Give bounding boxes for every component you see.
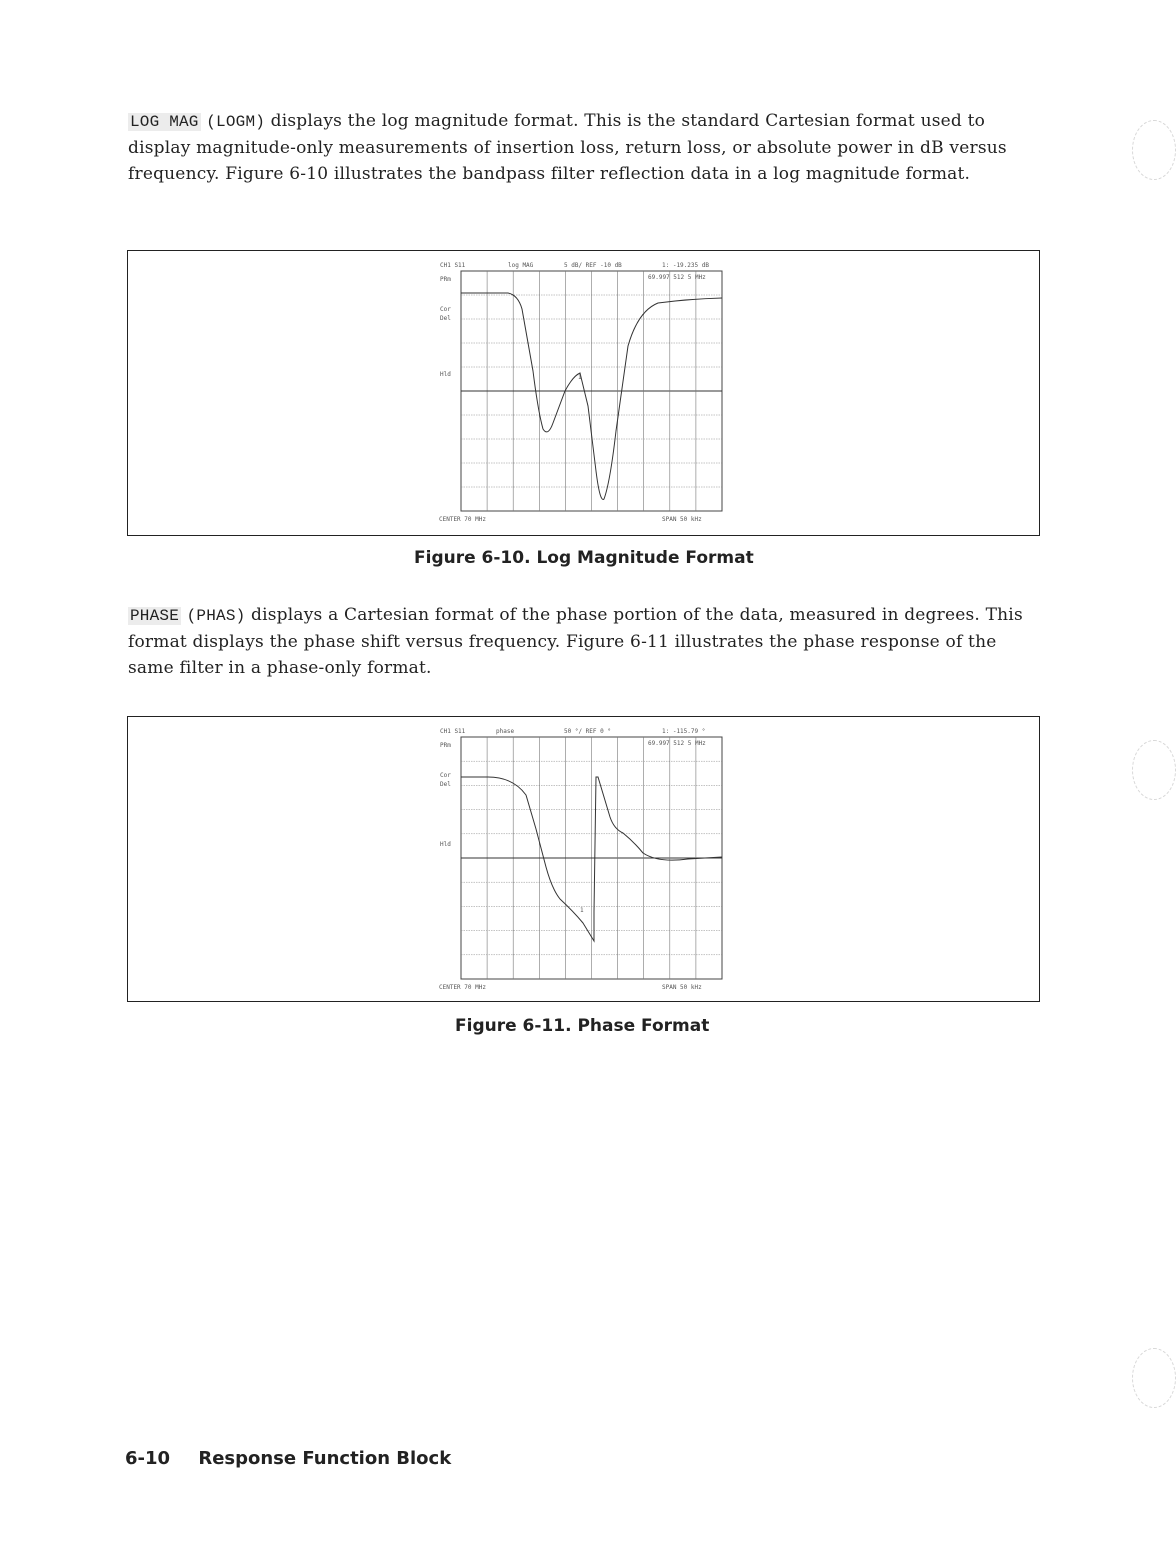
plot-cor-label: Cor [440, 772, 451, 779]
marker-info-box: 69.997 512 5 MHz [648, 274, 706, 281]
phase-plot [128, 717, 1039, 1001]
plot-span-label: SPAN 50 kHz [662, 984, 702, 991]
plot-marker-readout: 1: -115.79 ° [662, 728, 706, 735]
phase-description: displays a Cartesian format of the phase portion of the data, measured in degrees. This format displays the phase shift versus frequency. Figure 6-11 illustrates the phase response of the same filter in a phase-only format. [128, 605, 1023, 678]
plot-format-label: log MAG [508, 262, 534, 269]
paragraph-phase [128, 602, 1028, 681]
log-mag-description: displays the log magnitude format. This is the standard Cartesian format used to display magnitude-only measurements of insertion loss, return loss, or absolute power in dB versus frequency. Figure 6-10 illustrates the bandpass filter reflection data in a log magnitude format. [128, 111, 1007, 184]
log-magnitude-plot [128, 251, 1039, 535]
figure-6-10-caption: Figure 6-10. Log Magnitude Format [414, 548, 754, 568]
paragraph-log-mag [128, 108, 1028, 187]
plot-scale-label: 5 dB/ REF -10 dB [564, 262, 622, 269]
page-number: 6-10 [125, 1448, 171, 1469]
figure-6-11-frame [127, 716, 1040, 1002]
plot-format-label: phase [496, 728, 515, 735]
binder-hole-bottom [1132, 1348, 1176, 1408]
binder-hole-middle [1132, 740, 1176, 800]
plot-center-label: CENTER 70 MHz [439, 516, 486, 523]
plot-del-label: Del [440, 315, 451, 322]
plot-ref-label: PRm [440, 276, 451, 283]
marker-info-box: 69.997 512 5 MHz [648, 740, 706, 747]
plot-cor-label: Cor [440, 306, 451, 313]
plot-scale-label: 50 °/ REF 0 ° [564, 728, 611, 735]
plot-grid [461, 271, 722, 511]
marker-1-label: 1 [580, 907, 584, 914]
plot-channel-label: CH1 S11 [440, 262, 466, 269]
plot-span-label: SPAN 50 kHz [662, 516, 702, 523]
phase-mnemonic: (PHAS) [186, 607, 246, 625]
section-title: Response Function Block [198, 1448, 452, 1469]
plot-center-label: CENTER 70 MHz [439, 984, 486, 991]
page-footer [125, 1448, 451, 1469]
plot-ref-label: PRm [440, 742, 451, 749]
plot-del-label: Del [440, 781, 451, 788]
phase-key-label: PHASE [130, 607, 180, 625]
log-mag-key-label: LOG MAG [130, 113, 199, 131]
plot-grid [461, 737, 722, 979]
marker-1-label: 1 [578, 374, 582, 381]
figure-6-10-frame [127, 250, 1040, 536]
figure-6-11-caption: Figure 6-11. Phase Format [455, 1016, 710, 1036]
plot-channel-label: CH1 S11 [440, 728, 466, 735]
log-mag-mnemonic: (LOGM) [206, 113, 266, 131]
plot-hld-label: Hld [440, 841, 451, 848]
plot-marker-readout: 1: -19.235 dB [662, 262, 709, 269]
binder-hole-top [1132, 120, 1176, 180]
plot-hld-label: Hld [440, 371, 451, 378]
